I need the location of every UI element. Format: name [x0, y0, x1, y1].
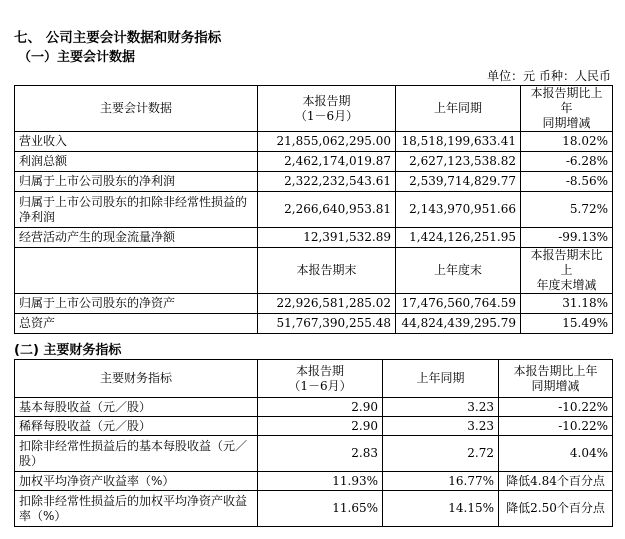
- value-cell: -6.28%: [521, 152, 613, 172]
- value-cell: 2.83: [258, 436, 383, 472]
- value-cell: 3.23: [383, 398, 499, 417]
- value-cell: 2.72: [383, 436, 499, 472]
- value-cell: 2,539,714,829.77: [396, 172, 521, 192]
- table-header-row: [15, 360, 613, 398]
- table-row: [15, 314, 613, 334]
- table-row: [15, 436, 613, 472]
- header-cell: 本报告期 （1－6月）: [258, 86, 396, 132]
- value-cell: -8.56%: [521, 172, 613, 192]
- table-row: [15, 294, 613, 314]
- table-row: [15, 491, 613, 527]
- section-title: 七、 公司主要会计数据和财务指标: [14, 30, 222, 46]
- value-cell: -99.13%: [521, 228, 613, 248]
- value-cell: 降低4.84个百分点: [499, 472, 613, 491]
- value-cell: 21,855,062,295.00: [258, 132, 396, 152]
- value-cell: 2,143,970,951.66: [396, 192, 521, 228]
- subsection-title-accounting-data: （一）主要会计数据: [18, 50, 136, 65]
- value-cell: 11.93%: [258, 472, 383, 491]
- header-cell: 上年同期: [396, 86, 521, 132]
- row-label: 扣除非经常性损益后的加权平均净资产收益率（%）: [15, 491, 258, 527]
- table-header-row: [15, 86, 613, 132]
- value-cell: 降低2.50个百分点: [499, 491, 613, 527]
- value-cell: 44,824,439,295.79: [396, 314, 521, 334]
- value-cell: 2,322,232,543.61: [258, 172, 396, 192]
- value-cell: 15.49%: [521, 314, 613, 334]
- header-cell: 主要会计数据: [15, 86, 258, 132]
- unit-currency-line: 单位：元 币种：人民币: [487, 69, 611, 83]
- header-cell: 本报告期末比上 年度末增减: [521, 248, 613, 294]
- value-cell: 2,266,640,953.81: [258, 192, 396, 228]
- header-cell: 上年度末: [396, 248, 521, 294]
- row-label: 扣除非经常性损益后的基本每股收益（元／股）: [15, 436, 258, 472]
- value-cell: 2,627,123,538.82: [396, 152, 521, 172]
- table-row: [15, 398, 613, 417]
- row-label: 归属于上市公司股东的扣除非经常性损益的净利润: [15, 192, 258, 228]
- table-row: [15, 192, 613, 228]
- row-label: 稀释每股收益（元／股）: [15, 417, 258, 436]
- value-cell: 2.90: [258, 417, 383, 436]
- row-label: 加权平均净资产收益率（%）: [15, 472, 258, 491]
- table-row: [15, 472, 613, 491]
- value-cell: 2.90: [258, 398, 383, 417]
- table-row: [15, 417, 613, 436]
- value-cell: 18.02%: [521, 132, 613, 152]
- value-cell: 5.72%: [521, 192, 613, 228]
- value-cell: 4.04%: [499, 436, 613, 472]
- table-subheader-row: [15, 248, 613, 294]
- row-label: 归属于上市公司股东的净资产: [15, 294, 258, 314]
- header-cell: 上年同期: [383, 360, 499, 398]
- header-cell: 本报告期比上年 同期增减: [499, 360, 613, 398]
- value-cell: 2,462,174,019.87: [258, 152, 396, 172]
- value-cell: 1,424,126,251.95: [396, 228, 521, 248]
- table-row: [15, 228, 613, 248]
- value-cell: 16.77%: [383, 472, 499, 491]
- header-cell: 本报告期末: [258, 248, 396, 294]
- row-label: 利润总额: [15, 152, 258, 172]
- value-cell: 11.65%: [258, 491, 383, 527]
- value-cell: 22,926,581,285.02: [258, 294, 396, 314]
- header-cell: 主要财务指标: [15, 360, 258, 398]
- row-label: 归属于上市公司股东的净利润: [15, 172, 258, 192]
- value-cell: 18,518,199,633.41: [396, 132, 521, 152]
- value-cell: 3.23: [383, 417, 499, 436]
- header-cell: 本报告期 （1－6月）: [258, 360, 383, 398]
- value-cell: -10.22%: [499, 417, 613, 436]
- table-row: [15, 152, 613, 172]
- value-cell: 17,476,560,764.59: [396, 294, 521, 314]
- header-cell: 本报告期比上年 同期增减: [521, 86, 613, 132]
- subsection-title-financial-indicators: (二) 主要财务指标: [14, 343, 122, 358]
- main-accounting-data-table: [14, 85, 613, 334]
- row-label: 营业收入: [15, 132, 258, 152]
- value-cell: 51,767,390,255.48: [258, 314, 396, 334]
- value-cell: 31.18%: [521, 294, 613, 314]
- row-label: 总资产: [15, 314, 258, 334]
- value-cell: 12,391,532.89: [258, 228, 396, 248]
- table-row: [15, 132, 613, 152]
- value-cell: 14.15%: [383, 491, 499, 527]
- table-row: [15, 172, 613, 192]
- value-cell: -10.22%: [499, 398, 613, 417]
- row-label: 基本每股收益（元／股）: [15, 398, 258, 417]
- main-financial-indicators-table: [14, 359, 613, 527]
- row-label: 经营活动产生的现金流量净额: [15, 228, 258, 248]
- header-cell: [15, 248, 258, 294]
